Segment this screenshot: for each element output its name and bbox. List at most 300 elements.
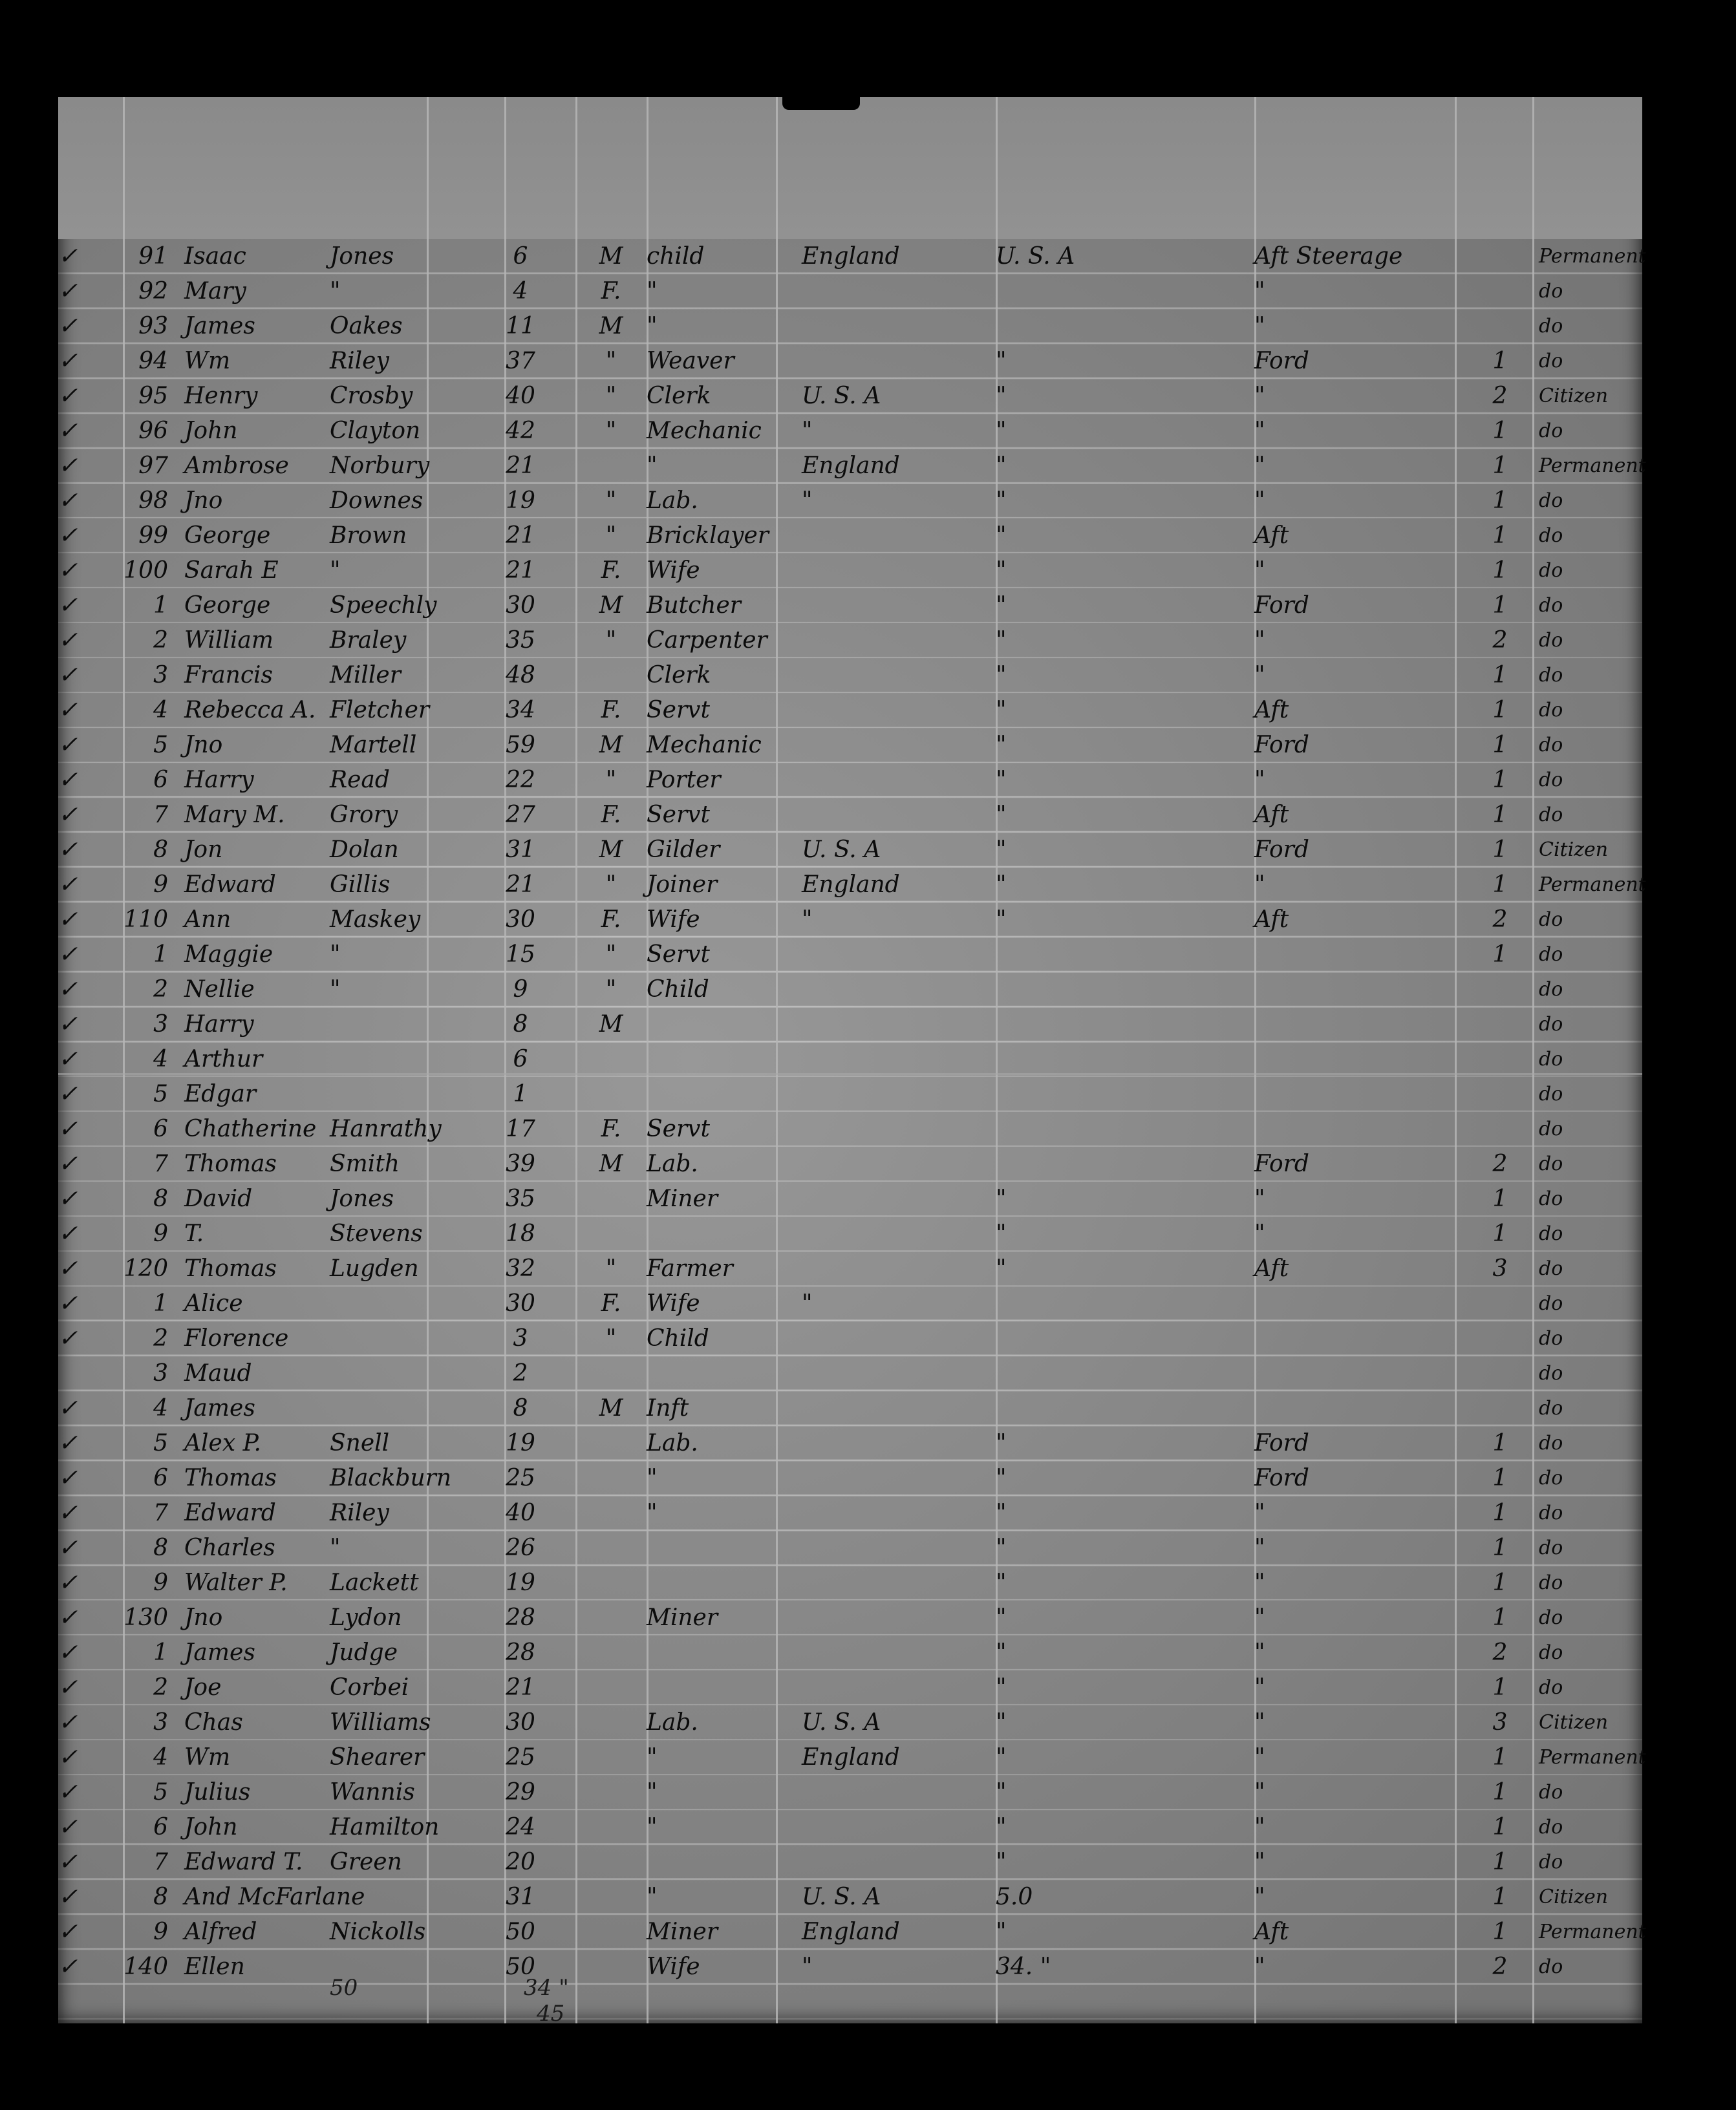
- given-name: Maud: [184, 1360, 252, 1387]
- destination: ": [996, 1744, 1007, 1771]
- table-row: [58, 1461, 1642, 1496]
- nationality: [802, 1042, 996, 1077]
- destination: ": [996, 1779, 1007, 1806]
- table-row: [58, 1356, 1642, 1391]
- age: 8: [513, 1011, 528, 1038]
- sex: M: [599, 313, 623, 339]
- given-name: Thomas: [184, 1151, 277, 1177]
- destination: ": [996, 906, 1007, 933]
- destination: [996, 1042, 1222, 1077]
- table-row: [58, 1775, 1642, 1810]
- destination: ": [996, 837, 1007, 863]
- nationality: [802, 274, 996, 309]
- surname: Speechly: [330, 592, 437, 619]
- location-on-vessel: ": [1254, 1674, 1265, 1701]
- occupation: Miner: [647, 1186, 718, 1212]
- intention: Permanent: [1539, 454, 1646, 477]
- table-row: [58, 972, 1642, 1007]
- table-row: [58, 274, 1642, 309]
- nationality: ": [802, 1954, 813, 1980]
- pieces-of-baggage: 1: [1492, 837, 1508, 863]
- passenger-number: 9: [153, 1220, 168, 1247]
- surname: Jones: [330, 243, 394, 270]
- location-on-vessel: ": [1254, 557, 1265, 584]
- check-mark: ✓: [58, 627, 78, 654]
- passenger-number: 100: [123, 557, 168, 584]
- check-mark: ✓: [58, 1639, 78, 1666]
- surname: Nickolls: [330, 1919, 426, 1945]
- location-on-vessel: Aft: [1254, 1255, 1289, 1282]
- destination: ": [996, 697, 1007, 723]
- given-name: Jno: [184, 487, 223, 514]
- intention: do: [1539, 1397, 1563, 1420]
- surname: ": [330, 941, 341, 968]
- pieces-of-baggage: 1: [1492, 557, 1508, 584]
- check-mark: ✓: [58, 1290, 78, 1317]
- given-name: Walter P.: [184, 1570, 288, 1596]
- check-mark: ✓: [58, 1046, 78, 1072]
- surname: Riley: [330, 1500, 389, 1526]
- age: 1: [513, 1081, 528, 1107]
- surname: Shearer: [330, 1744, 425, 1771]
- table-row: [58, 1112, 1642, 1147]
- nationality: [802, 1531, 996, 1566]
- destination: ": [996, 1604, 1007, 1631]
- destination: 5.0: [996, 1884, 1033, 1910]
- age: 29: [506, 1779, 535, 1806]
- table-row: [58, 1007, 1642, 1042]
- location-on-vessel: ": [1254, 1604, 1265, 1631]
- age: 42: [506, 418, 535, 444]
- age: 21: [506, 871, 535, 898]
- check-mark: ✓: [58, 278, 78, 304]
- passenger-number: 99: [138, 522, 168, 549]
- pieces-of-baggage: 1: [1492, 871, 1508, 898]
- surname: Gillis: [330, 871, 391, 898]
- location-on-vessel: [1254, 1356, 1448, 1391]
- nationality: [802, 1566, 996, 1601]
- check-mark: ✓: [58, 1570, 78, 1596]
- location-on-vessel: ": [1254, 383, 1265, 409]
- age: 2: [513, 1360, 528, 1387]
- given-name: Thomas: [184, 1255, 277, 1282]
- destination: ": [996, 348, 1007, 374]
- table-row: [58, 1147, 1642, 1182]
- pieces-of-baggage: [1461, 1321, 1539, 1356]
- given-name: Edward T.: [184, 1849, 303, 1875]
- table-row: [58, 798, 1642, 833]
- surname: Clayton: [330, 418, 421, 444]
- passenger-number: 1: [153, 1290, 168, 1317]
- location-on-vessel: [1254, 1042, 1448, 1077]
- passenger-number: 5: [153, 1081, 168, 1107]
- pieces-of-baggage: 1: [1492, 418, 1508, 444]
- pieces-of-baggage: 1: [1492, 1604, 1508, 1631]
- destination: ": [996, 557, 1007, 584]
- pieces-of-baggage: 1: [1492, 1744, 1508, 1771]
- pieces-of-baggage: [1461, 274, 1539, 309]
- location-on-vessel: ": [1254, 1954, 1265, 1980]
- occupation: ": [647, 1500, 658, 1526]
- nationality: [802, 798, 996, 833]
- intention: do: [1539, 559, 1563, 582]
- table-row: [58, 484, 1642, 518]
- surname: Maskey: [330, 906, 421, 933]
- surname: Oakes: [330, 313, 403, 339]
- pieces-of-baggage: 1: [1492, 1779, 1508, 1806]
- location-on-vessel: ": [1254, 1709, 1265, 1736]
- footer-note: 50: [330, 1975, 358, 2001]
- destination: [996, 1391, 1222, 1426]
- destination: ": [996, 418, 1007, 444]
- pieces-of-baggage: [1461, 972, 1539, 1007]
- intention: Permanent: [1539, 245, 1646, 268]
- surname: Brown: [330, 522, 407, 549]
- check-mark: ✓: [58, 1814, 78, 1840]
- destination: ": [996, 1814, 1007, 1840]
- given-name: Maggie: [184, 941, 273, 968]
- table-row: [58, 379, 1642, 414]
- occupation: Clerk: [647, 662, 711, 688]
- given-name: And McFarlane: [184, 1884, 365, 1910]
- check-mark: ✓: [58, 1325, 78, 1352]
- given-name: George: [184, 522, 271, 549]
- pieces-of-baggage: 1: [1492, 767, 1508, 793]
- given-name: Chas: [184, 1709, 243, 1736]
- nationality: [802, 1670, 996, 1705]
- sex: ": [605, 487, 617, 514]
- table-row: [58, 1636, 1642, 1670]
- intention: do: [1539, 524, 1563, 547]
- intention: do: [1539, 1188, 1563, 1210]
- given-name: Jno: [184, 732, 223, 758]
- occupation: Child: [647, 1325, 709, 1352]
- table-row: [58, 1182, 1642, 1217]
- pieces-of-baggage: [1461, 1356, 1539, 1391]
- age: 9: [513, 976, 528, 1003]
- passenger-number: 3: [153, 662, 168, 688]
- destination: ": [996, 802, 1007, 828]
- intention: do: [1539, 1606, 1563, 1629]
- destination: [996, 972, 1222, 1007]
- table-row: [58, 833, 1642, 868]
- nationality: [802, 1007, 996, 1042]
- passenger-number: 2: [153, 976, 168, 1003]
- passenger-number: 97: [138, 453, 168, 479]
- surname: Lugden: [330, 1255, 419, 1282]
- surname: Martell: [330, 732, 417, 758]
- pieces-of-baggage: [1461, 1112, 1539, 1147]
- age: 19: [506, 487, 535, 514]
- destination: ": [996, 1639, 1007, 1666]
- nationality: [802, 1496, 996, 1531]
- surname: Stevens: [330, 1220, 423, 1247]
- given-name: Harry: [184, 1011, 254, 1038]
- intention: do: [1539, 1432, 1563, 1455]
- age: 15: [506, 941, 535, 968]
- nationality: England: [802, 243, 900, 270]
- intention: do: [1539, 978, 1563, 1001]
- nationality: [802, 658, 996, 693]
- sex: [575, 1426, 647, 1461]
- manifest-page: [58, 97, 1646, 2027]
- surname: Green: [330, 1849, 402, 1875]
- nationality: [802, 1391, 996, 1426]
- given-name: Alice: [184, 1290, 243, 1317]
- location-on-vessel: Ford: [1254, 732, 1309, 758]
- nationality: [802, 937, 996, 972]
- table-row: [58, 1845, 1642, 1880]
- passenger-number: 6: [153, 767, 168, 793]
- surname: [330, 1042, 485, 1077]
- passenger-number: 7: [153, 1151, 168, 1177]
- sex: ": [605, 627, 617, 654]
- intention: do: [1539, 1816, 1563, 1838]
- table-row: [58, 309, 1642, 344]
- occupation: [647, 1077, 776, 1112]
- check-mark: ✓: [58, 348, 78, 374]
- table-row: [58, 937, 1642, 972]
- check-mark: ✓: [58, 1011, 78, 1038]
- occupation: ": [647, 278, 658, 304]
- sex: ": [605, 767, 617, 793]
- intention: do: [1539, 1327, 1563, 1350]
- occupation: ": [647, 1779, 658, 1806]
- surname: [330, 1286, 485, 1321]
- passenger-number: 9: [153, 871, 168, 898]
- pieces-of-baggage: 1: [1492, 1814, 1508, 1840]
- age: 21: [506, 1674, 535, 1701]
- nationality: [802, 693, 996, 728]
- passenger-number: 1: [153, 941, 168, 968]
- destination: [996, 309, 1222, 344]
- location-on-vessel: Aft: [1254, 522, 1289, 549]
- location-on-vessel: Ford: [1254, 1151, 1309, 1177]
- pieces-of-baggage: 2: [1492, 1151, 1508, 1177]
- intention: do: [1539, 1013, 1563, 1036]
- sex: [575, 1950, 647, 1985]
- sex: [575, 1601, 647, 1636]
- nationality: U. S. A: [802, 383, 881, 409]
- passenger-number: 2: [153, 1325, 168, 1352]
- check-mark: ✓: [58, 837, 78, 863]
- location-on-vessel: [1254, 1007, 1448, 1042]
- destination: ": [996, 1674, 1007, 1701]
- nationality: [802, 1601, 996, 1636]
- given-name: Francis: [184, 662, 273, 688]
- pieces-of-baggage: [1461, 1391, 1539, 1426]
- location-on-vessel: ": [1254, 767, 1265, 793]
- given-name: Julius: [184, 1779, 251, 1806]
- nationality: [802, 1217, 996, 1252]
- location-on-vessel: [1254, 937, 1448, 972]
- table-row: [58, 1915, 1646, 1950]
- sex: ": [605, 418, 617, 444]
- check-mark: ✓: [58, 732, 78, 758]
- age: 22: [506, 767, 535, 793]
- passenger-number: 7: [153, 802, 168, 828]
- location-on-vessel: ": [1254, 1570, 1265, 1596]
- nationality: [802, 623, 996, 658]
- passenger-number: 6: [153, 1116, 168, 1142]
- check-mark: ✓: [58, 1465, 78, 1491]
- occupation: ": [647, 1814, 658, 1840]
- footer-note: 45: [537, 2001, 565, 2027]
- occupation: ": [647, 313, 658, 339]
- occupation: [647, 1356, 776, 1391]
- destination: ": [996, 1535, 1007, 1561]
- destination: ": [996, 1430, 1007, 1456]
- surname: Braley: [330, 627, 407, 654]
- location-on-vessel: [1254, 1112, 1448, 1147]
- intention: do: [1539, 629, 1563, 652]
- occupation: Miner: [647, 1919, 718, 1945]
- surname: Hamilton: [330, 1814, 440, 1840]
- passenger-number: 4: [153, 1744, 168, 1771]
- pieces-of-baggage: 1: [1492, 732, 1508, 758]
- intention: Permanent: [1539, 1921, 1646, 1943]
- location-on-vessel: Ford: [1254, 1465, 1309, 1491]
- pieces-of-baggage: [1461, 239, 1539, 274]
- intention: Permanent: [1539, 873, 1646, 896]
- location-on-vessel: Aft: [1254, 802, 1289, 828]
- passenger-number: 8: [153, 1535, 168, 1561]
- location-on-vessel: ": [1254, 871, 1265, 898]
- passenger-number: 98: [138, 487, 168, 514]
- check-mark: ✓: [58, 243, 78, 270]
- intention: do: [1539, 1362, 1563, 1385]
- nationality: England: [802, 1919, 900, 1945]
- check-mark: ✓: [58, 1081, 78, 1107]
- destination: ": [996, 1570, 1007, 1596]
- location-on-vessel: ": [1254, 662, 1265, 688]
- pieces-of-baggage: 1: [1492, 1674, 1508, 1701]
- intention: do: [1539, 1676, 1563, 1699]
- surname: Riley: [330, 348, 389, 374]
- given-name: Jon: [184, 837, 223, 863]
- intention: do: [1539, 1083, 1563, 1105]
- age: 31: [506, 837, 535, 863]
- nationality: [802, 1321, 996, 1356]
- occupation: Child: [647, 976, 709, 1003]
- nationality: U. S. A: [802, 1709, 881, 1736]
- given-name: Edward: [184, 871, 276, 898]
- nationality: ": [802, 418, 813, 444]
- check-mark: ✓: [58, 976, 78, 1003]
- destination: ": [996, 1255, 1007, 1282]
- nationality: England: [802, 1744, 900, 1771]
- surname: ": [330, 278, 341, 304]
- occupation: Butcher: [647, 592, 741, 619]
- given-name: Jno: [184, 1604, 223, 1631]
- age: 30: [506, 1709, 535, 1736]
- intention: do: [1539, 1641, 1563, 1664]
- surname: Fletcher: [330, 697, 430, 723]
- age: 31: [506, 1884, 535, 1910]
- sex: [575, 1461, 647, 1496]
- intention: do: [1539, 315, 1563, 337]
- age: 19: [506, 1570, 535, 1596]
- sex: M: [599, 1151, 623, 1177]
- nationality: ": [802, 906, 813, 933]
- table-row: [58, 1426, 1642, 1461]
- age: 48: [506, 662, 535, 688]
- occupation: Wife: [647, 1290, 700, 1317]
- destination: ": [996, 1500, 1007, 1526]
- location-on-vessel: ": [1254, 627, 1265, 654]
- nationality: [802, 1461, 996, 1496]
- surname: Dolan: [330, 837, 399, 863]
- sex: [575, 1880, 647, 1915]
- passenger-number: 4: [153, 1395, 168, 1422]
- occupation: Wife: [647, 557, 700, 584]
- check-mark: ✓: [58, 1186, 78, 1212]
- age: 40: [506, 1500, 535, 1526]
- age: 21: [506, 557, 535, 584]
- check-mark: ✓: [58, 1430, 78, 1456]
- check-mark: ✓: [58, 453, 78, 479]
- sex: F.: [601, 1116, 621, 1142]
- check-mark: ✓: [58, 1604, 78, 1631]
- check-mark: ✓: [58, 522, 78, 549]
- age: 27: [506, 802, 535, 828]
- nationality: [802, 588, 996, 623]
- age: 37: [506, 348, 535, 374]
- location-on-vessel: ": [1254, 487, 1265, 514]
- location-on-vessel: ": [1254, 1220, 1265, 1247]
- given-name: Henry: [184, 383, 258, 409]
- intention: do: [1539, 1118, 1563, 1140]
- given-name: Edgar: [184, 1081, 257, 1107]
- check-mark: ✓: [58, 1535, 78, 1561]
- location-on-vessel: ": [1254, 1884, 1265, 1910]
- intention: do: [1539, 769, 1563, 791]
- table-row: [58, 588, 1642, 623]
- age: 35: [506, 1186, 535, 1212]
- surname: Snell: [330, 1430, 390, 1456]
- table-row: [58, 449, 1646, 484]
- pieces-of-baggage: [1461, 309, 1539, 344]
- location-on-vessel: [1254, 1391, 1448, 1426]
- destination: ": [996, 1709, 1007, 1736]
- passenger-number: 92: [138, 278, 168, 304]
- occupation: ": [647, 1465, 658, 1491]
- location-on-vessel: ": [1254, 453, 1265, 479]
- table-row: [58, 693, 1642, 728]
- age: 21: [506, 453, 535, 479]
- table-row: [58, 868, 1646, 902]
- location-on-vessel: ": [1254, 1500, 1265, 1526]
- given-name: Alex P.: [184, 1430, 261, 1456]
- sex: [575, 1496, 647, 1531]
- passenger-number: 7: [153, 1849, 168, 1875]
- passenger-number: 110: [123, 906, 168, 933]
- passenger-number: 96: [138, 418, 168, 444]
- surname: Judge: [330, 1639, 398, 1666]
- occupation: Lab.: [647, 1151, 698, 1177]
- destination: ": [996, 871, 1007, 898]
- pieces-of-baggage: 1: [1492, 487, 1508, 514]
- given-name: Edward: [184, 1500, 276, 1526]
- pieces-of-baggage: 1: [1492, 1220, 1508, 1247]
- check-mark: ✓: [58, 557, 78, 584]
- pieces-of-baggage: 1: [1492, 802, 1508, 828]
- surname: Corbei: [330, 1674, 409, 1701]
- table-row: [58, 1601, 1642, 1636]
- surname: Read: [330, 767, 390, 793]
- intention: do: [1539, 804, 1563, 826]
- sex: [575, 1636, 647, 1670]
